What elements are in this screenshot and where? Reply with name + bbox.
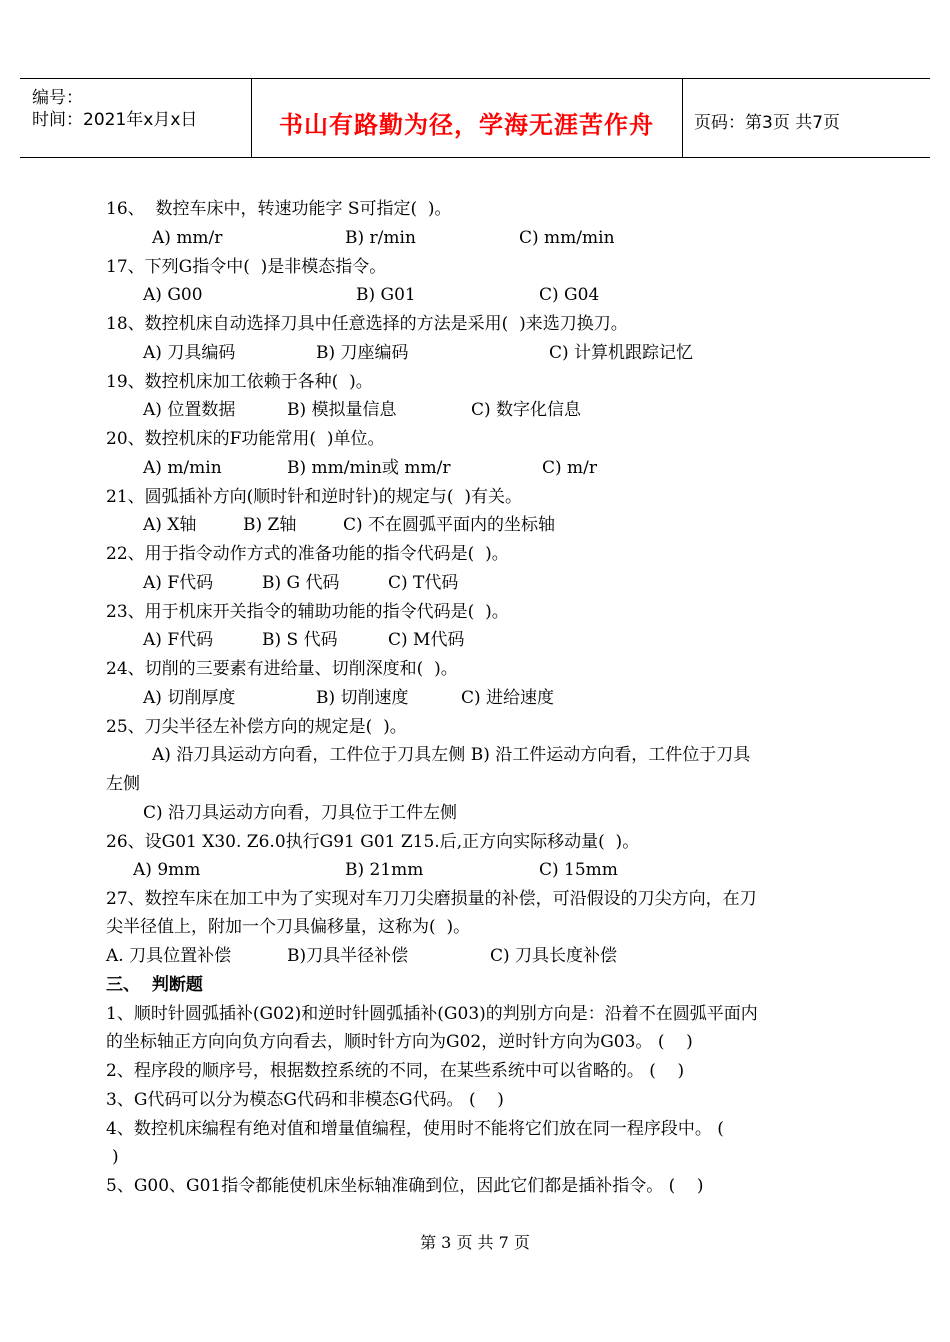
judge-item: 5、G00、G01指令都能使机床坐标轴准确到位，因此它们都是插补指令。 ( ) (106, 1176, 704, 1196)
question-18: 18、数控机床自动选择刀具中任意选择的方法是采用( )来选刀换刀。 (106, 314, 628, 334)
judge-item: ) (112, 1147, 119, 1167)
option: A) mm/r (152, 228, 223, 248)
header-left-cell (20, 79, 252, 157)
option: A) 刀具编码 (143, 343, 236, 363)
option: B) mm/min或 mm/r (287, 458, 451, 478)
option: B) 模拟量信息 (287, 400, 397, 420)
option: C) T代码 (388, 573, 459, 593)
judge-item: 3、G代码可以分为模态G代码和非模态G代码。 ( ) (106, 1090, 504, 1110)
question-24: 24、切削的三要素有进给量、切削深度和( )。 (106, 659, 458, 679)
option-line: C) 沿刀具运动方向看，刀具位于工件左侧 (143, 803, 458, 823)
header-motto-cell (251, 79, 683, 157)
motto: 书山有路勤为径，学海无涯苦作舟 (279, 111, 654, 139)
option: A) F代码 (143, 573, 214, 593)
question-27-cont: 尖半径值上，附加一个刀具偏移量，这称为( )。 (106, 917, 471, 937)
option: B)刀具半径补偿 (287, 946, 409, 966)
option: B) 刀座编码 (316, 343, 409, 363)
option: C) 15mm (539, 860, 618, 880)
question-21: 21、圆弧插补方向(顺时针和逆时针)的规定与( )有关。 (106, 487, 522, 507)
option: C) 计算机跟踪记忆 (549, 343, 694, 363)
option: C) mm/min (519, 228, 615, 248)
option: A. 刀具位置补偿 (106, 946, 232, 966)
option: C) 不在圆弧平面内的坐标轴 (343, 515, 556, 535)
page-code: 页码：第3页 共7页 (694, 113, 841, 133)
option: B) 切削速度 (316, 688, 409, 708)
number-label: 编号： (32, 88, 83, 108)
option-line: 左侧 (106, 774, 140, 794)
option: A) 切削厚度 (143, 688, 236, 708)
question-17: 17、下列G指令中( )是非模态指令。 (106, 257, 387, 277)
option: C) m/r (542, 458, 598, 478)
question-20: 20、数控机床的F功能常用( )单位。 (106, 429, 385, 449)
judge-item: 的坐标轴正方向向负方向看去，顺时针方向为G02，逆时针方向为G03。 ( ) (106, 1032, 693, 1052)
question-22: 22、用于指令动作方式的准备功能的指令代码是( )。 (106, 544, 509, 564)
option: A) F代码 (143, 630, 214, 650)
option: B) r/min (345, 228, 416, 248)
option: A) 位置数据 (143, 400, 236, 420)
option: B) Z轴 (243, 515, 297, 535)
option: A) 9mm (133, 860, 201, 880)
option: C) 刀具长度补偿 (490, 946, 618, 966)
time-label: 时间：2021年x月x日 (32, 110, 198, 130)
question-25: 25、刀尖半径左补偿方向的规定是( )。 (106, 717, 407, 737)
option: B) G01 (356, 285, 416, 305)
option: B) 21mm (345, 860, 424, 880)
page-header (20, 78, 930, 158)
option: A) X轴 (143, 515, 197, 535)
judge-item: 4、数控机床编程有绝对值和增量值编程，使用时不能将它们放在同一程序段中。 ( (106, 1119, 724, 1139)
option: A) G00 (143, 285, 203, 305)
option: C) M代码 (388, 630, 465, 650)
question-16: 16、 数控车床中，转速功能字 S可指定( )。 (106, 199, 452, 219)
option: C) G04 (539, 285, 600, 305)
judge-item: 1、顺时针圆弧插补(G02)和逆时针圆弧插补(G03)的判别方向是：沿着不在圆弧平面内 (106, 1004, 758, 1024)
section-title: 三、 判断题 (106, 975, 203, 995)
option: C) 进给速度 (461, 688, 555, 708)
header-page-cell (682, 79, 930, 157)
question-27: 27、数控车床在加工中为了实现对车刀刀尖磨损量的补偿，可沿假设的刀尖方向，在刀 (106, 889, 757, 909)
question-23: 23、用于机床开关指令的辅助功能的指令代码是( )。 (106, 602, 509, 622)
option: A) m/min (143, 458, 222, 478)
question-19: 19、数控机床加工依赖于各种( )。 (106, 372, 373, 392)
option-line: A) 沿刀具运动方向看，工件位于刀具左侧 B) 沿工件运动方向看，工件位于刀具 (152, 745, 751, 765)
page-footer: 第 3 页 共 7 页 (420, 1233, 530, 1252)
question-26: 26、设G01 X30. Z6.0执行G91 G01 Z15.后,正方向实际移动量( )。 (106, 832, 640, 852)
judge-item: 2、程序段的顺序号，根据数控系统的不同，在某些系统中可以省略的。 ( ) (106, 1061, 685, 1081)
option: C) 数字化信息 (471, 400, 582, 420)
option: B) S 代码 (262, 630, 338, 650)
option: B) G 代码 (262, 573, 340, 593)
